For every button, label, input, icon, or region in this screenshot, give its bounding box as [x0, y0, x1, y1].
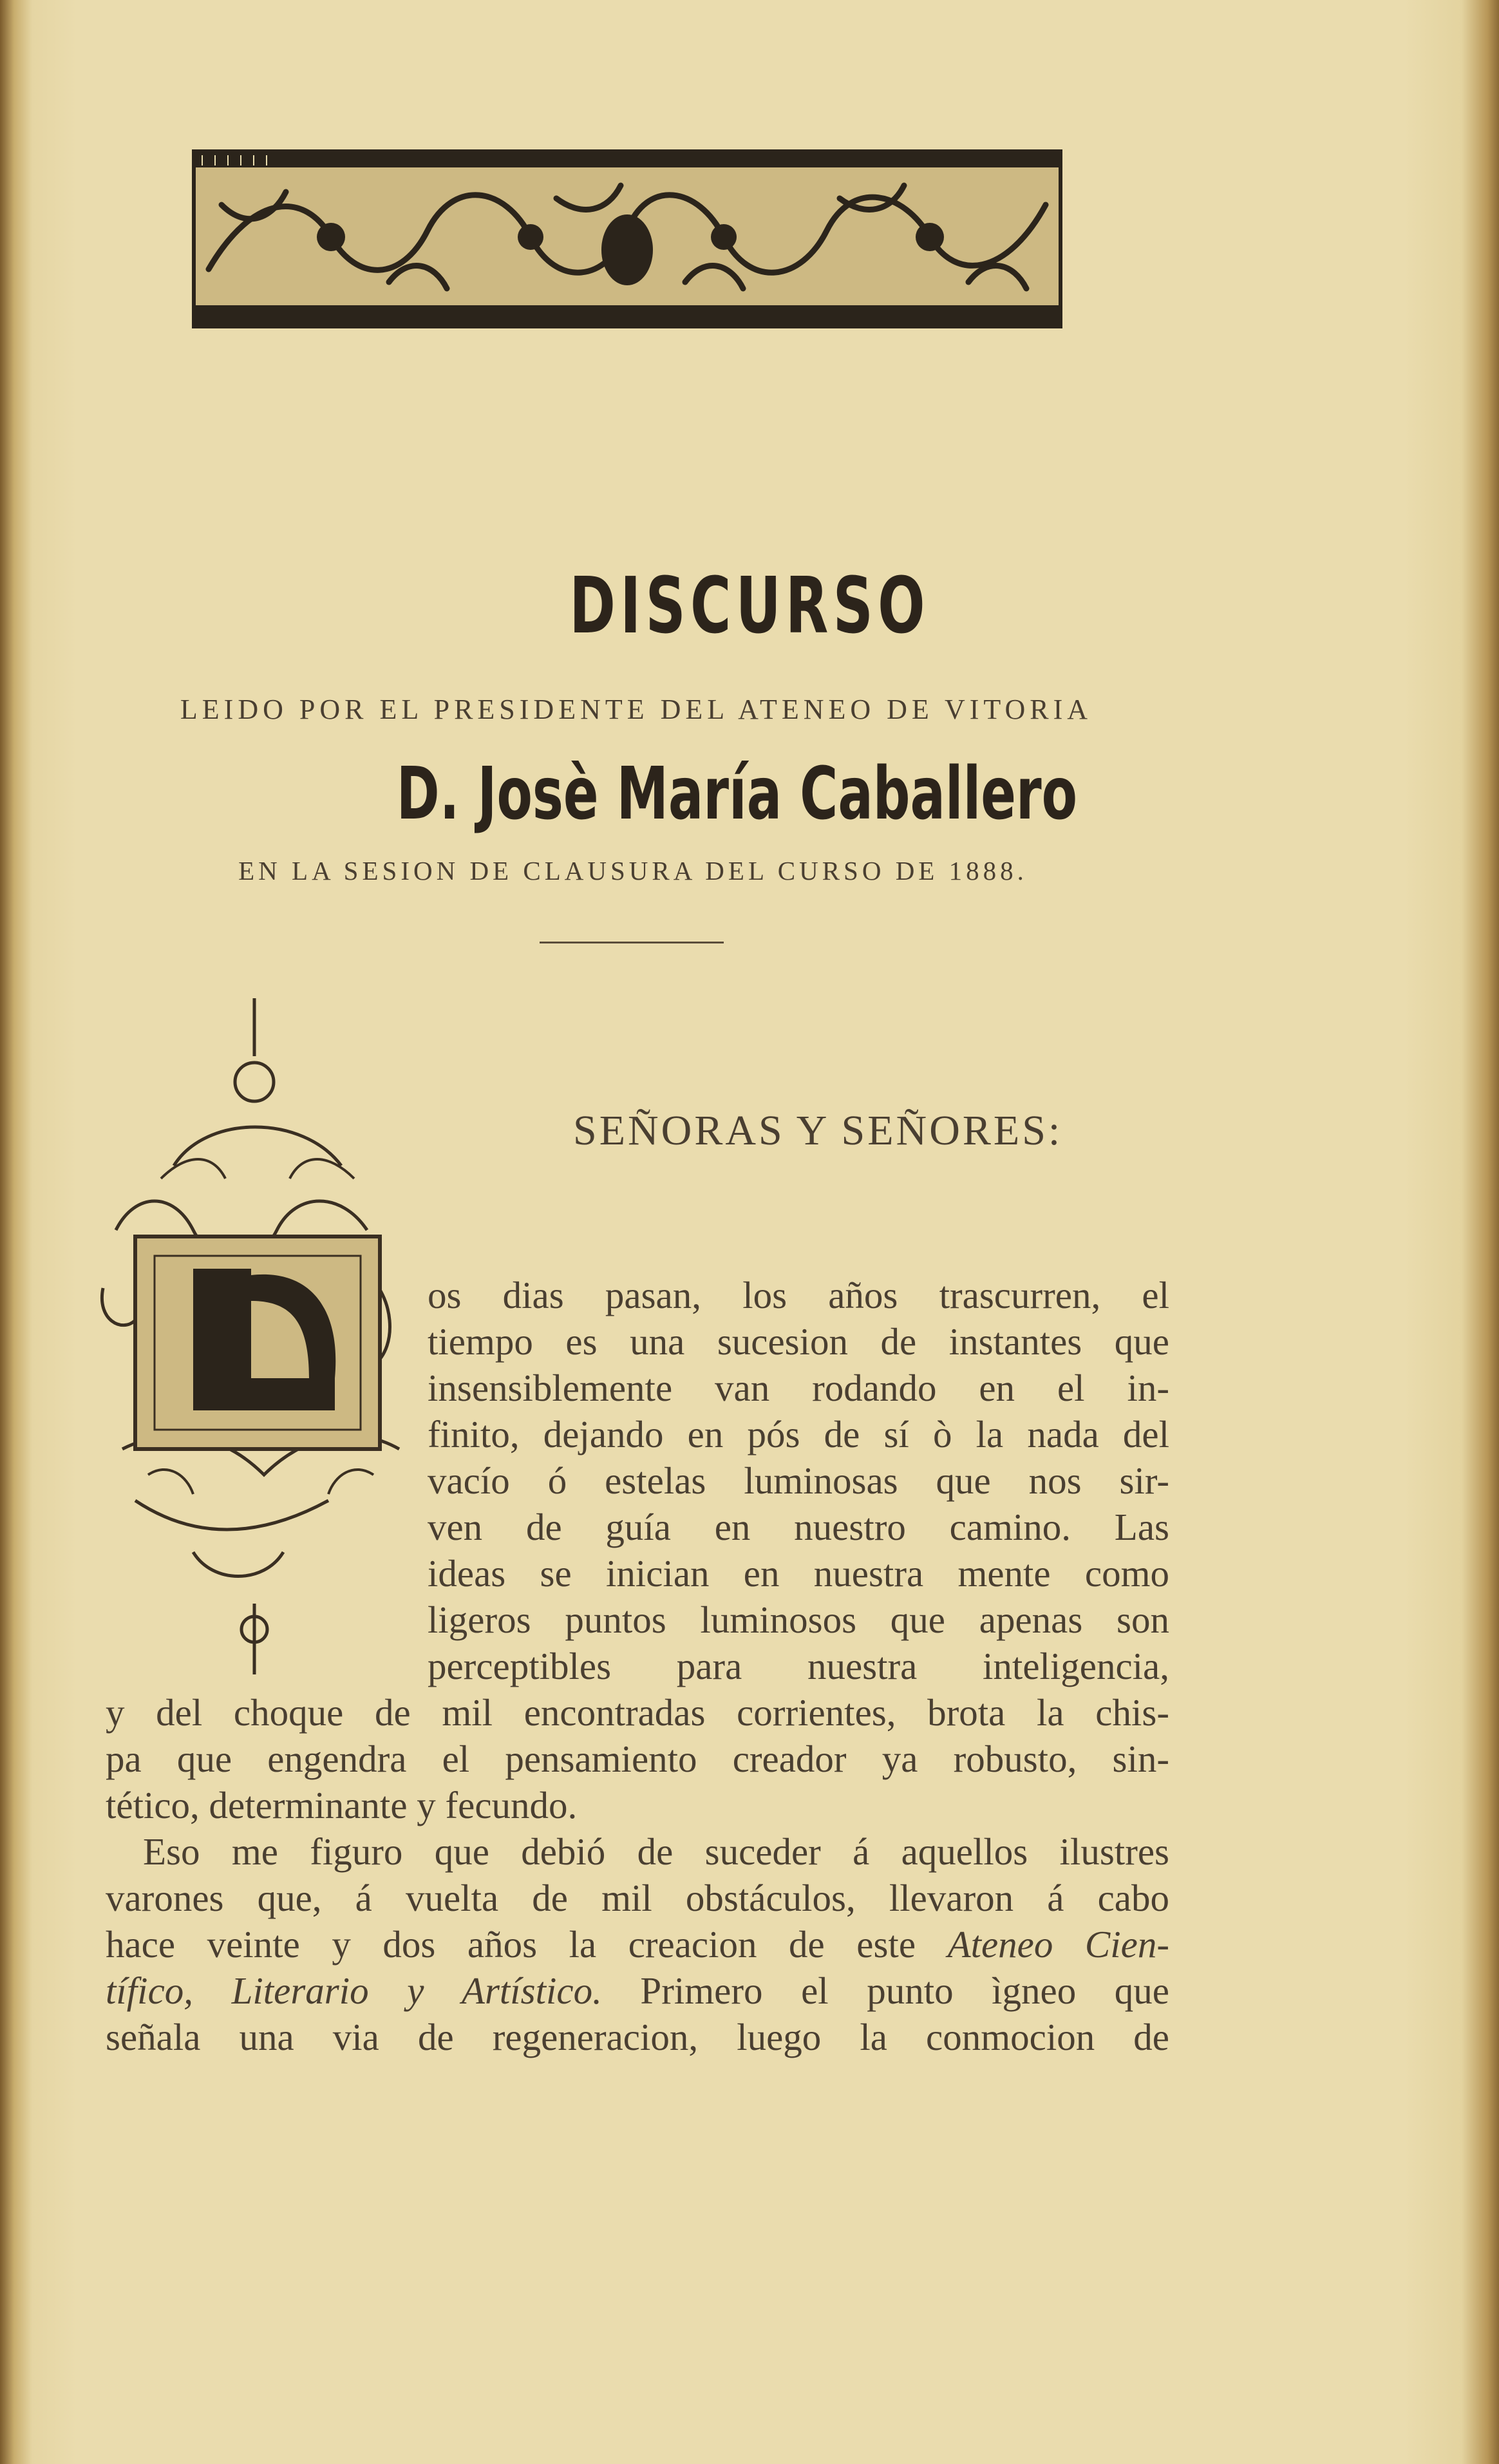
document-title: DISCURSO: [569, 562, 930, 651]
text-line: perceptibles para nuestra inteligencia,: [428, 1645, 1169, 1687]
text-run: Primero el punto ìgneo que: [601, 1969, 1169, 2012]
text-line: vacío ó estelas luminosas que nos sir-: [428, 1459, 1169, 1502]
document-subtitle: LEIDO POR EL PRESIDENTE DEL ATENEO DE VITORIA: [180, 694, 1093, 725]
italic-text-run: Ateneo Cien-: [947, 1923, 1169, 1966]
text-line: y del choque de mil encontradas corrientes, brota la chis-: [106, 1691, 1169, 1734]
text-line: señala una via de regeneracion, luego la conmocion de: [106, 2016, 1169, 2058]
text-line: ideas se inician en nuestra mente como: [428, 1552, 1169, 1595]
occasion-line: EN LA SESION DE CLAUSURA DEL CURSO DE 1888.: [238, 856, 1028, 886]
text-line: Eso me figuro que debió de suceder á aquellos ilustres: [143, 1830, 1169, 1873]
text-line: os dias pasan, los años trascurren, el: [428, 1274, 1169, 1316]
ornamental-headpiece: [192, 149, 1062, 328]
divider: [540, 942, 724, 943]
text-line: pa que engendra el pensamiento creador ya robusto, sin-: [106, 1738, 1169, 1780]
text-line: tiempo es una sucesion de instantes que: [428, 1320, 1169, 1363]
text-line: ven de guía en nuestro camino. Las: [428, 1506, 1169, 1548]
text-line-mixed: [106, 1921, 1169, 1967]
speaker-name: D. Josè María Caballero: [396, 752, 1078, 836]
paragraph-1-indented: [428, 1272, 1169, 1689]
text-line: insensiblemente van rodando en el in-: [428, 1367, 1169, 1409]
decorated-initial: [97, 985, 431, 1687]
paragraph-2: [106, 1828, 1169, 2060]
text-run: hace veinte y dos años la creacion de este: [106, 1923, 948, 1966]
greeting: SEÑORAS Y SEÑORES:: [573, 1107, 1063, 1154]
text-line: varones que, á vuelta de mil obstáculos, llevaron á cabo: [106, 1877, 1169, 1919]
italic-text-run: tífico, Literario y Artístico.: [106, 1969, 602, 2012]
text-line: finito, dejando en pós de sí ò la nada del: [428, 1413, 1169, 1455]
paragraph-1-continuation: [106, 1689, 1169, 1828]
text-line-mixed: [106, 1967, 1169, 2014]
text-line: ligeros puntos luminosos que apenas son: [428, 1598, 1169, 1641]
ornamental-initial-icon: [97, 985, 431, 1687]
headpiece-ornament-icon: [196, 153, 1059, 325]
text-line: tético, determinante y fecundo.: [106, 1784, 578, 1826]
